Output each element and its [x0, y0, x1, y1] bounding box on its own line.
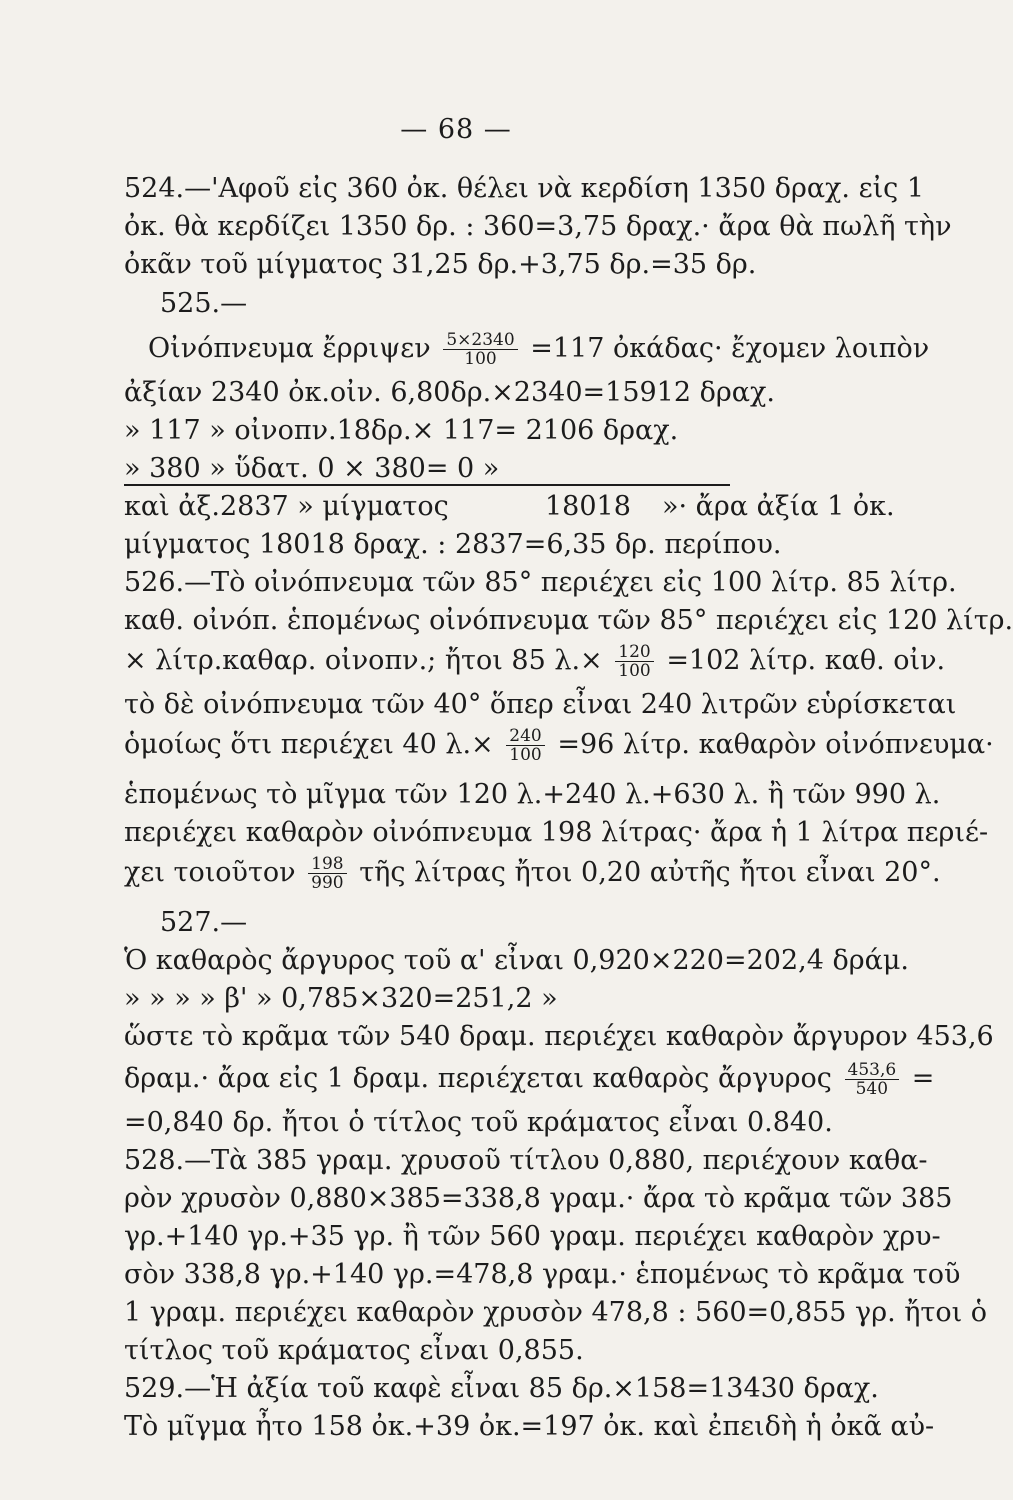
text-segment: Οἰνόπνευμα ἔρριψεν — [148, 333, 431, 364]
text-line: μίγματος 18018 δραχ. : 2837=6,35 δρ. περίπου. — [124, 529, 782, 560]
text-line: καθ. οἰνόπ. ἑπομένως οἰνόπνευμα τῶν 85° περιέχει εἰς 120 λίτρ. — [124, 605, 1013, 636]
text-segment: δραμ.· ἄρα εἰς 1 δραμ. περιέχεται καθαρὸς ἄργυρος — [124, 1063, 832, 1094]
text-line: » 117 » οἰνοπν.18δρ.× 117= 2106 δραχ. — [124, 415, 679, 446]
text-line: 528.—Τὰ 385 γραμ. χρυσοῦ τίτλου 0,880, περιέχουν καθα- — [124, 1145, 928, 1176]
text-segment: ὁμοίως ὅτι περιέχει 40 λ.× — [124, 729, 494, 760]
text-line: ἀξίαν 2340 ὀκ.οἰν. 6,80δρ.×2340=15912 δραχ. — [124, 377, 775, 408]
text-line: ὥστε τὸ κρᾶμα τῶν 540 δραμ. περιέχει καθαρὸν ἄργυρον 453,6 — [124, 1021, 994, 1052]
problem-number-527: 527.— — [160, 907, 248, 938]
text-segment: = — [911, 1063, 935, 1094]
text-line-with-fraction — [124, 722, 994, 768]
text-line: ὀκ. θὰ κερδίζει 1350 δρ. : 360=3,75 δραχ.· ἄρα θὰ πωλῆ τὴν — [124, 211, 952, 242]
text-segment: =96 λίτρ. καθαρὸν οἰνόπνευμα· — [557, 729, 994, 760]
text-line-with-fraction — [124, 638, 946, 684]
text-line: 1 γραμ. περιέχει καθαρὸν χρυσὸν 478,8 : 560=0,855 γρ. ἤτοι ὁ — [124, 1297, 988, 1328]
text-line: 524.—'Αφοῦ εἰς 360 ὀκ. θέλει νὰ κερδίση 1350 δραχ. εἰς 1 — [124, 173, 925, 204]
text-line-with-fraction — [124, 850, 941, 896]
text-line: Τὸ μῖγμα ἦτο 158 ὀκ.+39 ὀκ.=197 ὀκ. καὶ ἐπειδὴ ἡ ὀκᾶ αὐ- — [124, 1411, 935, 1442]
text-line: τίτλος τοῦ κράματος εἶναι 0,855. — [124, 1335, 584, 1366]
text-line: σὸν 338,8 γρ.+140 γρ.=478,8 γραμ.· ἑπομένως τὸ κρᾶμα τοῦ — [124, 1259, 961, 1290]
fraction-numerator: 198 — [308, 855, 346, 874]
text-segment: τῆς λίτρας ἤτοι 0,20 αὐτῆς ἤτοι εἶναι 20°. — [359, 857, 941, 888]
text-line: τὸ δὲ οἰνόπνευμα τῶν 40° ὅπερ εἶναι 240 λιτρῶν εὑρίσκεται — [124, 689, 957, 720]
text-line-with-fraction — [148, 326, 930, 372]
fraction-denominator: 100 — [509, 745, 542, 765]
sum-total: 18018 — [545, 491, 631, 522]
fraction-numerator: 5×2340 — [443, 331, 517, 350]
text-line-with-fraction — [124, 1056, 935, 1102]
text-line: » » » » β' » 0,785×320=251,2 » — [124, 983, 558, 1014]
text-line: Ὁ καθαρὸς ἄργυρος τοῦ α' εἶναι 0,920×220=202,4 δράμ. — [124, 945, 909, 976]
text-segment: χει τοιοῦτον — [124, 857, 296, 888]
text-segment: »· ἄρα ἀξία 1 ὀκ. — [662, 491, 895, 522]
text-line: =0,840 δρ. ἤτοι ὁ τίτλος τοῦ κράματος εἶναι 0.840. — [124, 1107, 833, 1138]
text-line: περιέχει καθαρὸν οἰνόπνευμα 198 λίτρας· ἄρα ἡ 1 λίτρα περιέ- — [124, 817, 989, 848]
text-segment: =102 λίτρ. καθ. οἰν. — [666, 645, 946, 676]
sum-rule — [124, 484, 730, 486]
fraction — [615, 643, 653, 680]
fraction-denominator: 100 — [464, 349, 497, 369]
text-line: γρ.+140 γρ.+35 γρ. ἢ τῶν 560 γραμ. περιέχει καθαρὸν χρυ- — [124, 1221, 941, 1252]
text-segment: καὶ ἀξ.2837 » μίγματος — [124, 491, 449, 522]
text-segment: × λίτρ.καθαρ. οἰνοπν.; ἤτοι 85 λ.× — [124, 645, 603, 676]
problem-number-525: 525.— — [160, 288, 248, 319]
page-number: — 68 — — [400, 114, 512, 145]
fraction-denominator: 990 — [311, 873, 344, 893]
fraction — [308, 855, 346, 892]
fraction — [845, 1061, 900, 1098]
fraction-numerator: 240 — [506, 727, 544, 746]
text-line: ἑπομένως τὸ μῖγμα τῶν 120 λ.+240 λ.+630 λ. ἢ τῶν 990 λ. — [124, 779, 941, 810]
text-line: 529.—Ἡ ἀξία τοῦ καφὲ εἶναι 85 δρ.×158=13430 δραχ. — [124, 1373, 879, 1404]
fraction — [506, 727, 544, 764]
text-segment: =117 ὀκάδας· ἔχομεν λοιπὸν — [530, 333, 930, 364]
text-line: ρὸν χρυσὸν 0,880×385=338,8 γραμ.· ἄρα τὸ κρᾶμα τῶν 385 — [124, 1183, 953, 1214]
text-line: » 380 » ὕδατ. 0 × 380= 0 » — [124, 453, 500, 484]
fraction-numerator: 120 — [615, 643, 653, 662]
fraction-numerator: 453,6 — [845, 1061, 900, 1080]
fraction-denominator: 540 — [855, 1079, 889, 1099]
text-line: ὀκᾶν τοῦ μίγματος 31,25 δρ.+3,75 δρ.=35 δρ. — [124, 249, 757, 280]
fraction — [443, 331, 517, 368]
fraction-denominator: 100 — [618, 661, 651, 681]
text-line: 526.—Τὸ οἰνόπνευμα τῶν 85° περιέχει εἰς 100 λίτρ. 85 λίτρ. — [124, 567, 957, 598]
